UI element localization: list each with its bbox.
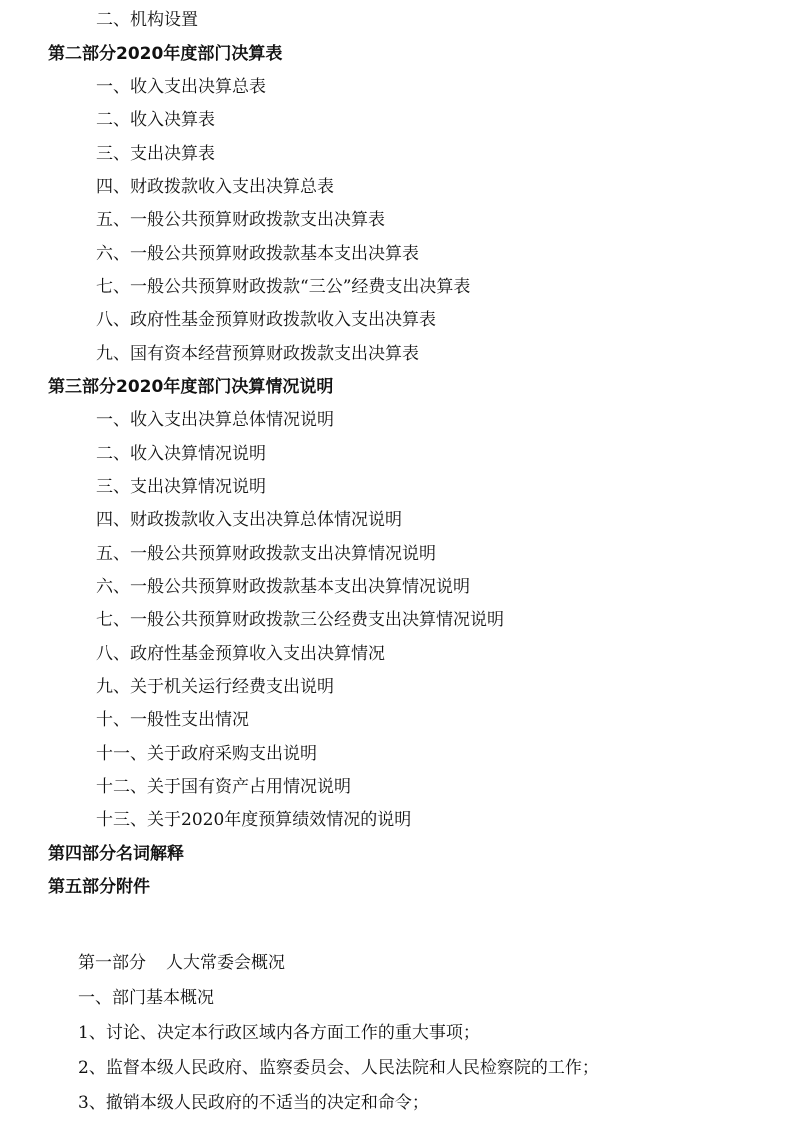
toc-part3-item: 七、一般公共预算财政拨款三公经费支出决算情况说明	[96, 610, 504, 630]
subsection-heading: 一、部门基本概况	[78, 988, 214, 1008]
body-paragraph: 1、讨论、决定本行政区域内各方面工作的重大事项；	[78, 1023, 480, 1043]
section-title: 人大常委会概况	[166, 953, 285, 973]
toc-part3-item: 八、政府性基金预算收入支出决算情况	[96, 644, 385, 664]
toc-part2-item: 六、一般公共预算财政拨款基本支出决算表	[96, 244, 419, 264]
section-heading	[78, 953, 285, 973]
body-paragraph: 3、撤销本级人民政府的不适当的决定和命令；	[78, 1093, 429, 1113]
toc-part3-title: 第三部分2020年度部门决算情况说明	[48, 377, 334, 397]
toc-part3-item: 三、支出决算情况说明	[96, 477, 266, 497]
toc-part3-item: 十三、关于2020年度预算绩效情况的说明	[96, 810, 412, 830]
section-label: 第一部分	[78, 953, 146, 973]
toc-part3-item: 六、一般公共预算财政拨款基本支出决算情况说明	[96, 577, 470, 597]
toc-part2-item: 五、一般公共预算财政拨款支出决算表	[96, 210, 385, 230]
toc-part2-item: 一、收入支出决算总表	[96, 77, 266, 97]
toc-part2-item: 三、支出决算表	[96, 144, 215, 164]
toc-part3-item: 二、收入决算情况说明	[96, 444, 266, 464]
toc-part2-title: 第二部分2020年度部门决算表	[48, 44, 283, 64]
toc-part3-item: 十一、关于政府采购支出说明	[96, 744, 317, 764]
toc-part2-item: 二、收入决算表	[96, 110, 215, 130]
body-paragraph: 2、监督本级人民政府、监察委员会、人民法院和人民检察院的工作；	[78, 1058, 599, 1078]
toc-part5-title: 第五部分附件	[48, 877, 150, 897]
toc-part3-item: 一、收入支出决算总体情况说明	[96, 410, 334, 430]
toc-part3-item: 四、财政拨款收入支出决算总体情况说明	[96, 510, 402, 530]
toc-part2-item: 四、财政拨款收入支出决算总表	[96, 177, 334, 197]
toc-part3-item: 五、一般公共预算财政拨款支出决算情况说明	[96, 544, 436, 564]
toc-part2-item: 八、政府性基金预算财政拨款收入支出决算表	[96, 310, 436, 330]
toc-part3-item: 十、一般性支出情况	[96, 710, 249, 730]
toc-part3-item: 十二、关于国有资产占用情况说明	[96, 777, 351, 797]
toc-part2-item: 七、一般公共预算财政拨款“三公”经费支出决算表	[96, 277, 471, 297]
toc-part4-title: 第四部分名词解释	[48, 844, 184, 864]
toc-part1-item-2: 二、机构设置	[96, 10, 198, 30]
toc-part3-item: 九、关于机关运行经费支出说明	[96, 677, 334, 697]
toc-part2-item: 九、国有资本经营预算财政拨款支出决算表	[96, 344, 419, 364]
